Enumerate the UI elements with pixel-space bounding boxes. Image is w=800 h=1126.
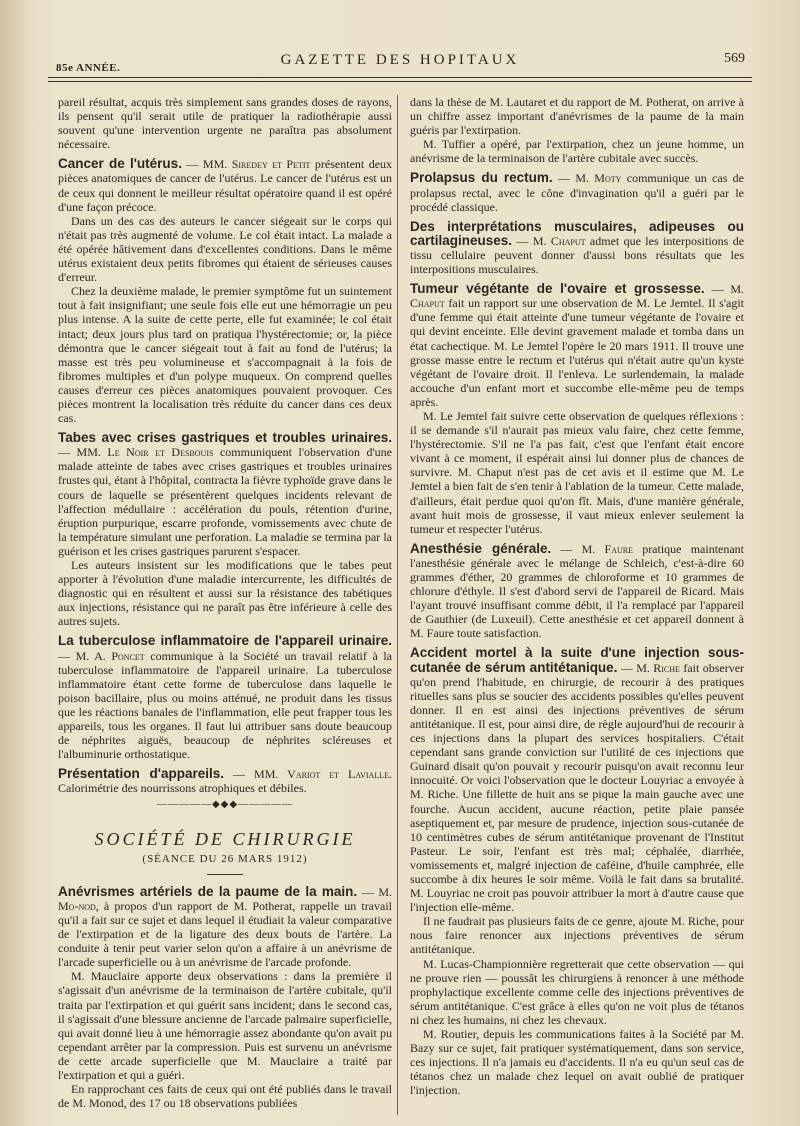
- paragraph: fait observer qu'on prend l'habitude, en chirurgie, de recourir à des pratiques rituelles sans plus se soucier des accidents possibles qu'elles peuvent donner. Il en est ainsi des injections préventives de sérum antitétanique. Il est, pour ainsi dire, de règle aujourd'hui de recourir à ces injections dans la plupart des services hospitaliers. C'était cependant sans grande conviction sur l'utilité de ces injections que Guinard disait qu'on pouvait y recourir puisqu'on avait reconnu leur innocuité. Or voici l'observation que le docteur Louyriac a envoyée à M. Riche. Une fillette de huit ans se pique la main gauche avec une fourche. Aucun accident, aucune réaction, petite plaie pansée aseptiquement et, par mesure de prudence, injection sous-cutanée de 10 centimètres cubes de sérum antitétanique provenant de l'Institut Pasteur. Le soir, l'enfant est très mal; céphalée, diarrhée, vomissements et, malgré injection de caféine, d'huile camphrée, elle succombe à dix heures le soir même. Voilà le fait dans sa brutalité. M. Louyriac ne croit pas pouvoir attribuer la mort à d'autre cause que l'injection elle-même.: [410, 660, 745, 915]
- authors: M. Mo-nod,: [58, 884, 392, 913]
- header-page-number: 569: [724, 51, 745, 66]
- authors: M. A. Poncet: [75, 648, 145, 663]
- section-cancer: Cancer de l'utérus. — MM. Siredey et Petit présentent deux pièces anatomiques de cancer de l'utérus. Le cancer de l'utérus est un de ceux qui donnent le meilleur résultat opératoire quand il est opéré d'une façon précoce. Dans un des cas des auteurs le cancer siégeait sur le corps qui n'était pas très augmenté de volume. Le col était intact. La malade a été opérée hâtivement dans d'excellentes conditions. Dans le même utérus existaient deux petits fibromes qui étaient de sérieuses causes d'erreur. Chez la deuxième malade, le premier symptôme fut un suintement tout à fait insignifiant; une seule fois elle eut une hémorragie un peu plus intense. A la suite de cette perte, elle fut examinée; le col était intact; deux jours plus tard on pratiqua l'hystérectomie; or, la pièce démontra que le cancer siégeait tout à fait au fond de l'utérus; la masse est très peu volumineuse et s'accompagnait à la fois de fibromes multiples et d'un polype muqueux. On comprend quelles causes d'erreur ces pièces anatomiques pouvaient provoquer. Ces pièces montrent la localisation très réduite du cancer dans ces deux cas.: [58, 156, 393, 426]
- section-tabes: Tabes avec crises gastriques et troubles urinaires. — MM. Le Noir et Desbouis communiquent l'observation d'une malade atteinte de tabes avec crises gastriques et troubles urinaires frustes qui, étant à l'hôpital, contracta la fièvre typhoïde grave dans le cours de laquelle se présentèrent quelques incidents relevant de l'affection médullaire : accélération du pouls, rétention d'urine, éruption purpurique, escarre profonde, vomissements avec chute de la température simulant une perforation. La maladie se termina par la guérison et les crises gastriques parurent s'espacer. Les auteurs insistent sur les modifications que le tabes peut apporter à l'évolution d'une maladie intercurrente, les difficultés de diagnostic qui en résultent et aussi sur la résistance des tabétiques aux injections, résistance qui ne paraît pas être inférieure à celle des autres sujets.: [58, 430, 392, 629]
- section-heading: Tabes avec crises gastriques et troubles urinaires.: [58, 430, 392, 446]
- paragraph: communique un cas de prolapsus rectal, avec le cône d'invagination qu'il a guéri par le procédé classique.: [410, 171, 745, 214]
- paragraph: à propos d'un rapport de M. Potherat, rappelle un travail qu'il a fait sur ce sujet et dans lequel il étudiait la valeur comparative de l'extirpation et de la ligature des deux bouts de l'artère. La conduite à tenir peut varier selon qu'on a affaire à un anévrisme de l'arcade superficielle ou à un anévrisme de l'arcade profonde.: [58, 898, 393, 970]
- paragraph: M. Mauclaire apporte deux observations : dans la première il s'agissait d'un anévrisme de la terminaison de l'artère cubitale, qu'il traita par l'extirpation et qui guérit sans incident; dans le second cas, il s'agissait d'une blessure ancienne de l'arcade palmaire superficielle, qui avait donné lieu à une hémorragie assez abondante qu'on avait pu cependant arrêter par la compression. Puis est survenu un anévrisme de cette arcade superficielle que M. Mauclaire a traité par l'extirpation et qui a guéri.: [58, 969, 392, 1082]
- session-date: (SÉANCE DU 26 MARS 1912): [142, 852, 308, 865]
- section-heading: La tuberculose inflammatoire de l'appareil urinaire.: [58, 633, 392, 649]
- section-heading: Des interprétations musculaires, adipeuses ou cartilagineuses.: [410, 218, 744, 248]
- authors: M. Riche: [636, 660, 680, 675]
- section-prolapsus: Prolapsus du rectum. — M. Moty communique un cas de prolapsus rectal, avec le cône d'invagination qu'il a guéri par le procédé classique.: [410, 170, 745, 214]
- section-presentation: Présentation d'appareils. — MM. Variot et Lavialle. Calorimétrie des nourrissons atrophiques et débiles.: [58, 766, 392, 796]
- paragraph: M. Routier, depuis les communications faites à la Société par M. Bazy sur ce sujet, fait pratiquer systématiquement, dans son service, ces injections. Il n'a jamais eu d'accidents. Il n'a eu qu'un seul cas de tétanos chez un malade chez lequel on avait oublié de pratiquer l'injection.: [410, 1027, 744, 1098]
- paragraph: M. Tuffier a opéré, par l'extirpation, chez un jeune homme, un anévrisme de la terminaison de l'artère cubitale avec succès.: [410, 137, 744, 166]
- left-column: [58, 95, 392, 1110]
- paragraph: Calorimétrie des nourrissons atrophiques et débiles.: [58, 781, 307, 796]
- paragraph: Les auteurs insistent sur les modifications que le tabes peut apporter à l'évolution d'une maladie intercurrente, les difficultés de diagnostic qui en résultent et aussi sur la résistance des tabétiques aux injections, résistance qui ne paraît pas être inférieure à celle des autres sujets.: [58, 558, 392, 629]
- authors: M. Moty: [575, 171, 622, 186]
- section-anesthesie: Anesthésie générale. — M. Faure pratique maintenant l'anesthésie générale avec le mélange de Schleich, c'est-à-dire 60 grammes d'éther, 20 grammes de chloroforme et 10 grammes de chlorure d'éthyle. Il s'est d'abord servi de l'appareil de Ricard. Mais l'ayant trouvé insuffisant comme débit, il l'a remplacé par l'appareil de Gauthier (de Luxeuil). Cette anesthésie et cet appareil donnent à M. Faure toute satisfaction.: [410, 540, 745, 641]
- section-tumeur: Tumeur végétante de l'ovaire et grossesse. — M. Chaput fait un rapport sur une observation de M. Le Jemtel. Il s'agit d'une femme qui était atteinte d'une tumeur végétante de l'ovaire et qui devint enceinte. Elle devint gravement malade et tomba dans un état cachectique. M. Le Jemtel l'opère le 20 mars 1911. Il trouve une grosse masse entre le rectum et l'utérus qui n'était autre qu'un kyste végétant de l'ovaire droit. Il l'enleva. Le surlendemain, la malade accouche d'un enfant mort et succombe elle-même peu de temps après. M. Le Jemtel fait suivre cette observation de quelques réflexions : il se demande s'il n'aurait pas mieux valu faire, chez cette femme, l'hystérectomie. S'il ne l'a pas fait, c'est que l'enfant était encore vivant à ce moment, il espérait ainsi lui donner plus de chances de survivre. M. Chaput n'est pas de cet avis et il estime que M. Le Jemtel a bien fait de s'en tenir à l'ablation de la tumeur. Cette malade, d'ailleurs, était perdue quoi qu'on fît. Mais, d'une manière générale, avant huit mois de grossesse, il vaut mieux enlever seulement la tumeur et respecter l'utérus.: [410, 281, 744, 536]
- paragraph: pratique maintenant l'anesthésie générale avec le mélange de Schleich, c'est-à-dire 60 grammes d'éther, 20 grammes de chloroforme et 10 grammes de chlorure d'éthyle. Il s'est d'abord servi de l'appareil de Ricard. Mais l'ayant trouvé insuffisant comme débit, il l'a remplacé par l'appareil de Gauthier (de Luxeuil). Cette anesthésie et cet appareil donnent à M. Faure toute satisfaction.: [410, 541, 745, 641]
- section-heading: Accident mortel à la suite d'une injection sous-cutanée de sérum antitétanique.: [410, 645, 744, 675]
- paragraph: Il ne faudrait pas plusieurs faits de ce genre, ajoute M. Riche, pour nous faire renoncer aux injections préventives de sérum antitétanique.: [410, 914, 744, 957]
- section-interpretations: Des interprétations musculaires, adipeuses ou cartilagineuses. — M. Chaput admet que les interpositions de tissu cellulaire peuvent donner d'aussi bons résultats que les interpositions musculaires.: [410, 218, 745, 277]
- paragraph: M. Lucas-Championnière regretterait que cette observation — qui ne prouve rien — poussât les chirurgiens à renoncer à une méthode prophylactique excellente comme celle des injections préventives de sérum antitétanique. C'est grâce à elles qu'on ne voit plus de tétanos ni chez les humains, ni chez les chevaux.: [410, 956, 744, 1027]
- section-heading: Prolapsus du rectum.: [410, 170, 553, 186]
- paragraph: M. Le Jemtel fait suivre cette observation de quelques réflexions : il se demande s'il n'aurait pas mieux valu faire, chez cette femme, l'hystérectomie. S'il ne l'a pas fait, c'est que l'enfant était encore vivant à ce moment, il espérait ainsi lui donner plus de chances de survivre. M. Chaput n'est pas de cet avis et il estime que M. Le Jemtel a bien fait de s'en tenir à l'ablation de la tumeur. Cette malade, d'ailleurs, était perdue quoi qu'on fît. Mais, d'une manière générale, avant huit mois de grossesse, il vaut mieux enlever seulement la tumeur et respecter l'utérus.: [410, 408, 744, 536]
- society-title: SOCIÉTÉ DE CHIRURGIE: [94, 828, 356, 849]
- header-year: 85e ANNÉE.: [56, 62, 121, 74]
- authors: M. Faure: [581, 541, 633, 556]
- authors: M. Chaput: [532, 233, 586, 248]
- authors: MM. Siredey et Petit: [202, 157, 311, 172]
- section-heading: Cancer de l'utérus.: [58, 156, 182, 172]
- header-rule-bottom: [48, 81, 752, 82]
- paragraph: dans la thèse de M. Lautaret et du rapport de M. Potherat, on arrive à un chiffre assez important d'anévrismes de la paume de la main guéris par l'extirpation.: [410, 95, 744, 138]
- section-heading: Présentation d'appareils.: [58, 766, 225, 782]
- paragraph: fait un rapport sur une observation de M. Le Jemtel. Il s'agit d'une femme qui était atteinte d'une tumeur végétante de l'ovaire et qui devint enceinte. Elle devint gravement malade et tomba dans un état cachectique. M. Le Jemtel l'opère le 20 mars 1911. Il trouve une grosse masse entre le rectum et l'utérus qui n'était autre qu'un kyste végétant de l'ovaire droit. Il l'enleva. Le surlendemain, la malade accouche d'un enfant mort et succombe elle-même peu de temps après.: [410, 296, 744, 409]
- paragraph: Dans un des cas des auteurs le cancer siégeait sur le corps qui n'était pas très augmenté de volume. Le col était intact. La malade a été opérée hâtivement dans d'excellentes conditions. Dans le même utérus existaient deux petits fibromes qui étaient de sérieuses causes d'erreur.: [58, 213, 392, 285]
- header-rule-top: [48, 77, 752, 78]
- paragraph: admet que les interpositions de tissu cellulaire peuvent donner d'aussi bons résultats que les interpositions musculaires.: [410, 233, 745, 277]
- paragraph: présentent deux pièces anatomiques de cancer de l'utérus. Le cancer de l'utérus est un de ceux qui donnent le meilleur résultat opératoire quand il est opéré d'une façon précoce.: [58, 157, 393, 214]
- authors: MM. Variot et Lavialle.: [254, 767, 392, 782]
- authors: MM. Le Noir et Desbouis: [76, 445, 214, 460]
- section-tuberculose: La tuberculose inflammatoire de l'appareil urinaire. — M. A. Poncet communique à la Société un travail relatif à la tuberculose inflammatoire de l'appareil urinaire. La tuberculose inflammatoire étant cette forme de tuberculose dans laquelle le poison bacillaire, plus ou moins atténué, ne produit dans les tissus que les réactions banales de l'inflammation, elle peut frapper tous les appareils, tous les organes. Il faut lui attribuer sans doute beaucoup de néphrites aiguës, beaucoup de néphrites scléreuses et l'albuminurie orthostatique.: [58, 633, 392, 762]
- section-heading: Anesthésie générale.: [410, 540, 552, 556]
- authors: M. Chaput: [410, 282, 744, 311]
- section-anevrismes: Anévrismes artériels de la paume de la main. — M. Mo-nod, à propos d'un rapport de M. Potherat, rappelle un travail qu'il a fait sur ce sujet et dans lequel il étudiait la valeur comparative de l'extirpation et de la ligature des deux bouts de l'artère. La conduite à tenir peut varier selon qu'on a affaire à un anévrisme de l'arcade superficielle ou à un anévrisme de l'arcade profonde. M. Mauclaire apporte deux observations : dans la première il s'agissait d'un anévrisme de la terminaison de l'artère cubitale, qu'il traita par l'extirpation et qui guérit sans incident; dans le second cas, il s'agissait d'une blessure ancienne de l'arcade palmaire superficielle, qui avait donné lieu à une hémorragie assez abondante qu'on avait pu cependant arrêter par la compression. Puis est survenu un anévrisme de cette arcade superficielle que M. Mauclaire a traité par l'extirpation et qui a guéri. En rapprochant ces faits de ceux qui ont été publiés dans le travail de M. Monod, des 17 ou 18 observations publiées: [58, 883, 393, 1111]
- header-title: GAZETTE DES HOPITAUX: [280, 52, 520, 68]
- section-heading: Anévrismes artériels de la paume de la main.: [58, 883, 358, 899]
- paragraph: En rapprochant ces faits de ceux qui ont été publiés dans le travail de M. Monod, des 17 ou 18 observations publiées: [58, 1082, 392, 1111]
- section-heading: Tumeur végétante de l'ovaire et grossesse.: [410, 281, 705, 297]
- right-column: [410, 95, 744, 1097]
- column-divider: [397, 95, 398, 1115]
- paragraph: pareil résultat, acquis très simplement sans grandes doses de rayons, ils pensent qu'il serait utile de pratiquer la radiothérapie aussi souvent qu'une intervention urgente ne paraîtra pas absolument nécessaire.: [58, 95, 392, 152]
- section-accident: Accident mortel à la suite d'une injection sous-cutanée de sérum antitétanique. — M. Riche fait observer qu'on prend l'habitude, en chirurgie, de recourir à des pratiques rituelles sans plus se soucier des accidents possibles qu'elles peuvent donner. Il en est ainsi des injections préventives de sérum antitétanique. Il est, pour ainsi dire, de règle aujourd'hui de recourir à ces injections dans la plupart des services hospitaliers. C'était cependant sans grande conviction sur l'utilité de ces injections que Guinard disait qu'on pouvait y recourir puisqu'on avait reconnu leur innocuité. Or voici l'observation que le docteur Louyriac a envoyée à M. Riche. Une fillette de huit ans se pique la main gauche avec une fourche. Aucun accident, aucune réaction, petite plaie pansée aseptiquement et, par mesure de prudence, injection sous-cutanée de 10 centimètres cubes de sérum antitétanique provenant de l'Institut Pasteur. Le soir, l'enfant est très mal; céphalée, diarrhée, vomissements et, malgré injection de caféine, d'huile camphrée, elle succombe à dix heures le soir même. Voilà le fait dans sa brutalité. M. Louyriac ne croit pas pouvoir attribuer la mort à d'autre cause que l'injection elle-même. Il ne faudrait pas plusieurs faits de ce genre, ajoute M. Riche, pour nous faire renoncer aux injections préventives de sérum antitétanique. M. Lucas-Championnière regretterait que cette observation — qui ne prouve rien — poussât les chirurgiens à renoncer à une méthode prophylactique excellente comme celle des injections préventives de sérum antitétanique. C'est grâce à elles qu'on ne voit plus de tétanos ni chez les humains, ni chez les chevaux. M. Routier, depuis les communications faites à la Société par M. Bazy sur ce sujet, fait pratiquer systématiquement, dans son service, ces injections. Il n'a jamais eu d'accidents. Il n'a eu qu'un seul cas de tétanos chez un malade chez lequel on avait oublié de pratiquer l'injection.: [410, 645, 745, 1098]
- short-rule: [207, 874, 243, 875]
- paragraph: communiquent l'observation d'une malade atteinte de tabes avec crises gastriques et troubles urinaires frustes qui, étant à l'hôpital, contracta la fièvre typhoïde grave dans le cours de laquelle se présentèrent quelques incidents relevant de l'affection médullaire : accélération du pouls, rétention d'urine, éruption purpurique, escarre profonde, vomissements avec chute de la température simulant une perforation. La maladie se termina par la guérison et les crises gastriques parurent s'espacer.: [58, 445, 392, 558]
- paragraph: Chez la deuxième malade, le premier symptôme fut un suintement tout à fait insignifiant; une seule fois elle eut une hémorragie un peu plus intense. A la suite de cette perte, elle fut examinée; le col était intact; deux jours plus tard on pratiqua l'hystérectomie; or, la pièce démontra que le cancer siégeait tout à fait au fond de l'utérus; la masse est très peu volumineuse et s'accompagnait à la fois de fibromes multiples et d'un polype muqueux. On comprend quelles causes d'erreur ces pièces anatomiques pouvaient provoquer. Ces pièces montrent la localisation très réduite du cancer dans ces deux cas.: [58, 284, 392, 426]
- ornament-divider: —————◆◆◆—————: [156, 798, 294, 810]
- paragraph: communique à la Société un travail relatif à la tuberculose inflammatoire de l'appareil urinaire. La tuberculose inflammatoire étant cette forme de tuberculose dans laquelle le poison bacillaire, plus ou moins atténué, ne produit dans les tissus que les réactions banales de l'inflammation, elle peut frapper tous les appareils, tous les organes. Il faut lui attribuer sans doute beaucoup de néphrites aiguës, beaucoup de néphrites scléreuses et l'albuminurie orthostatique.: [58, 648, 392, 762]
